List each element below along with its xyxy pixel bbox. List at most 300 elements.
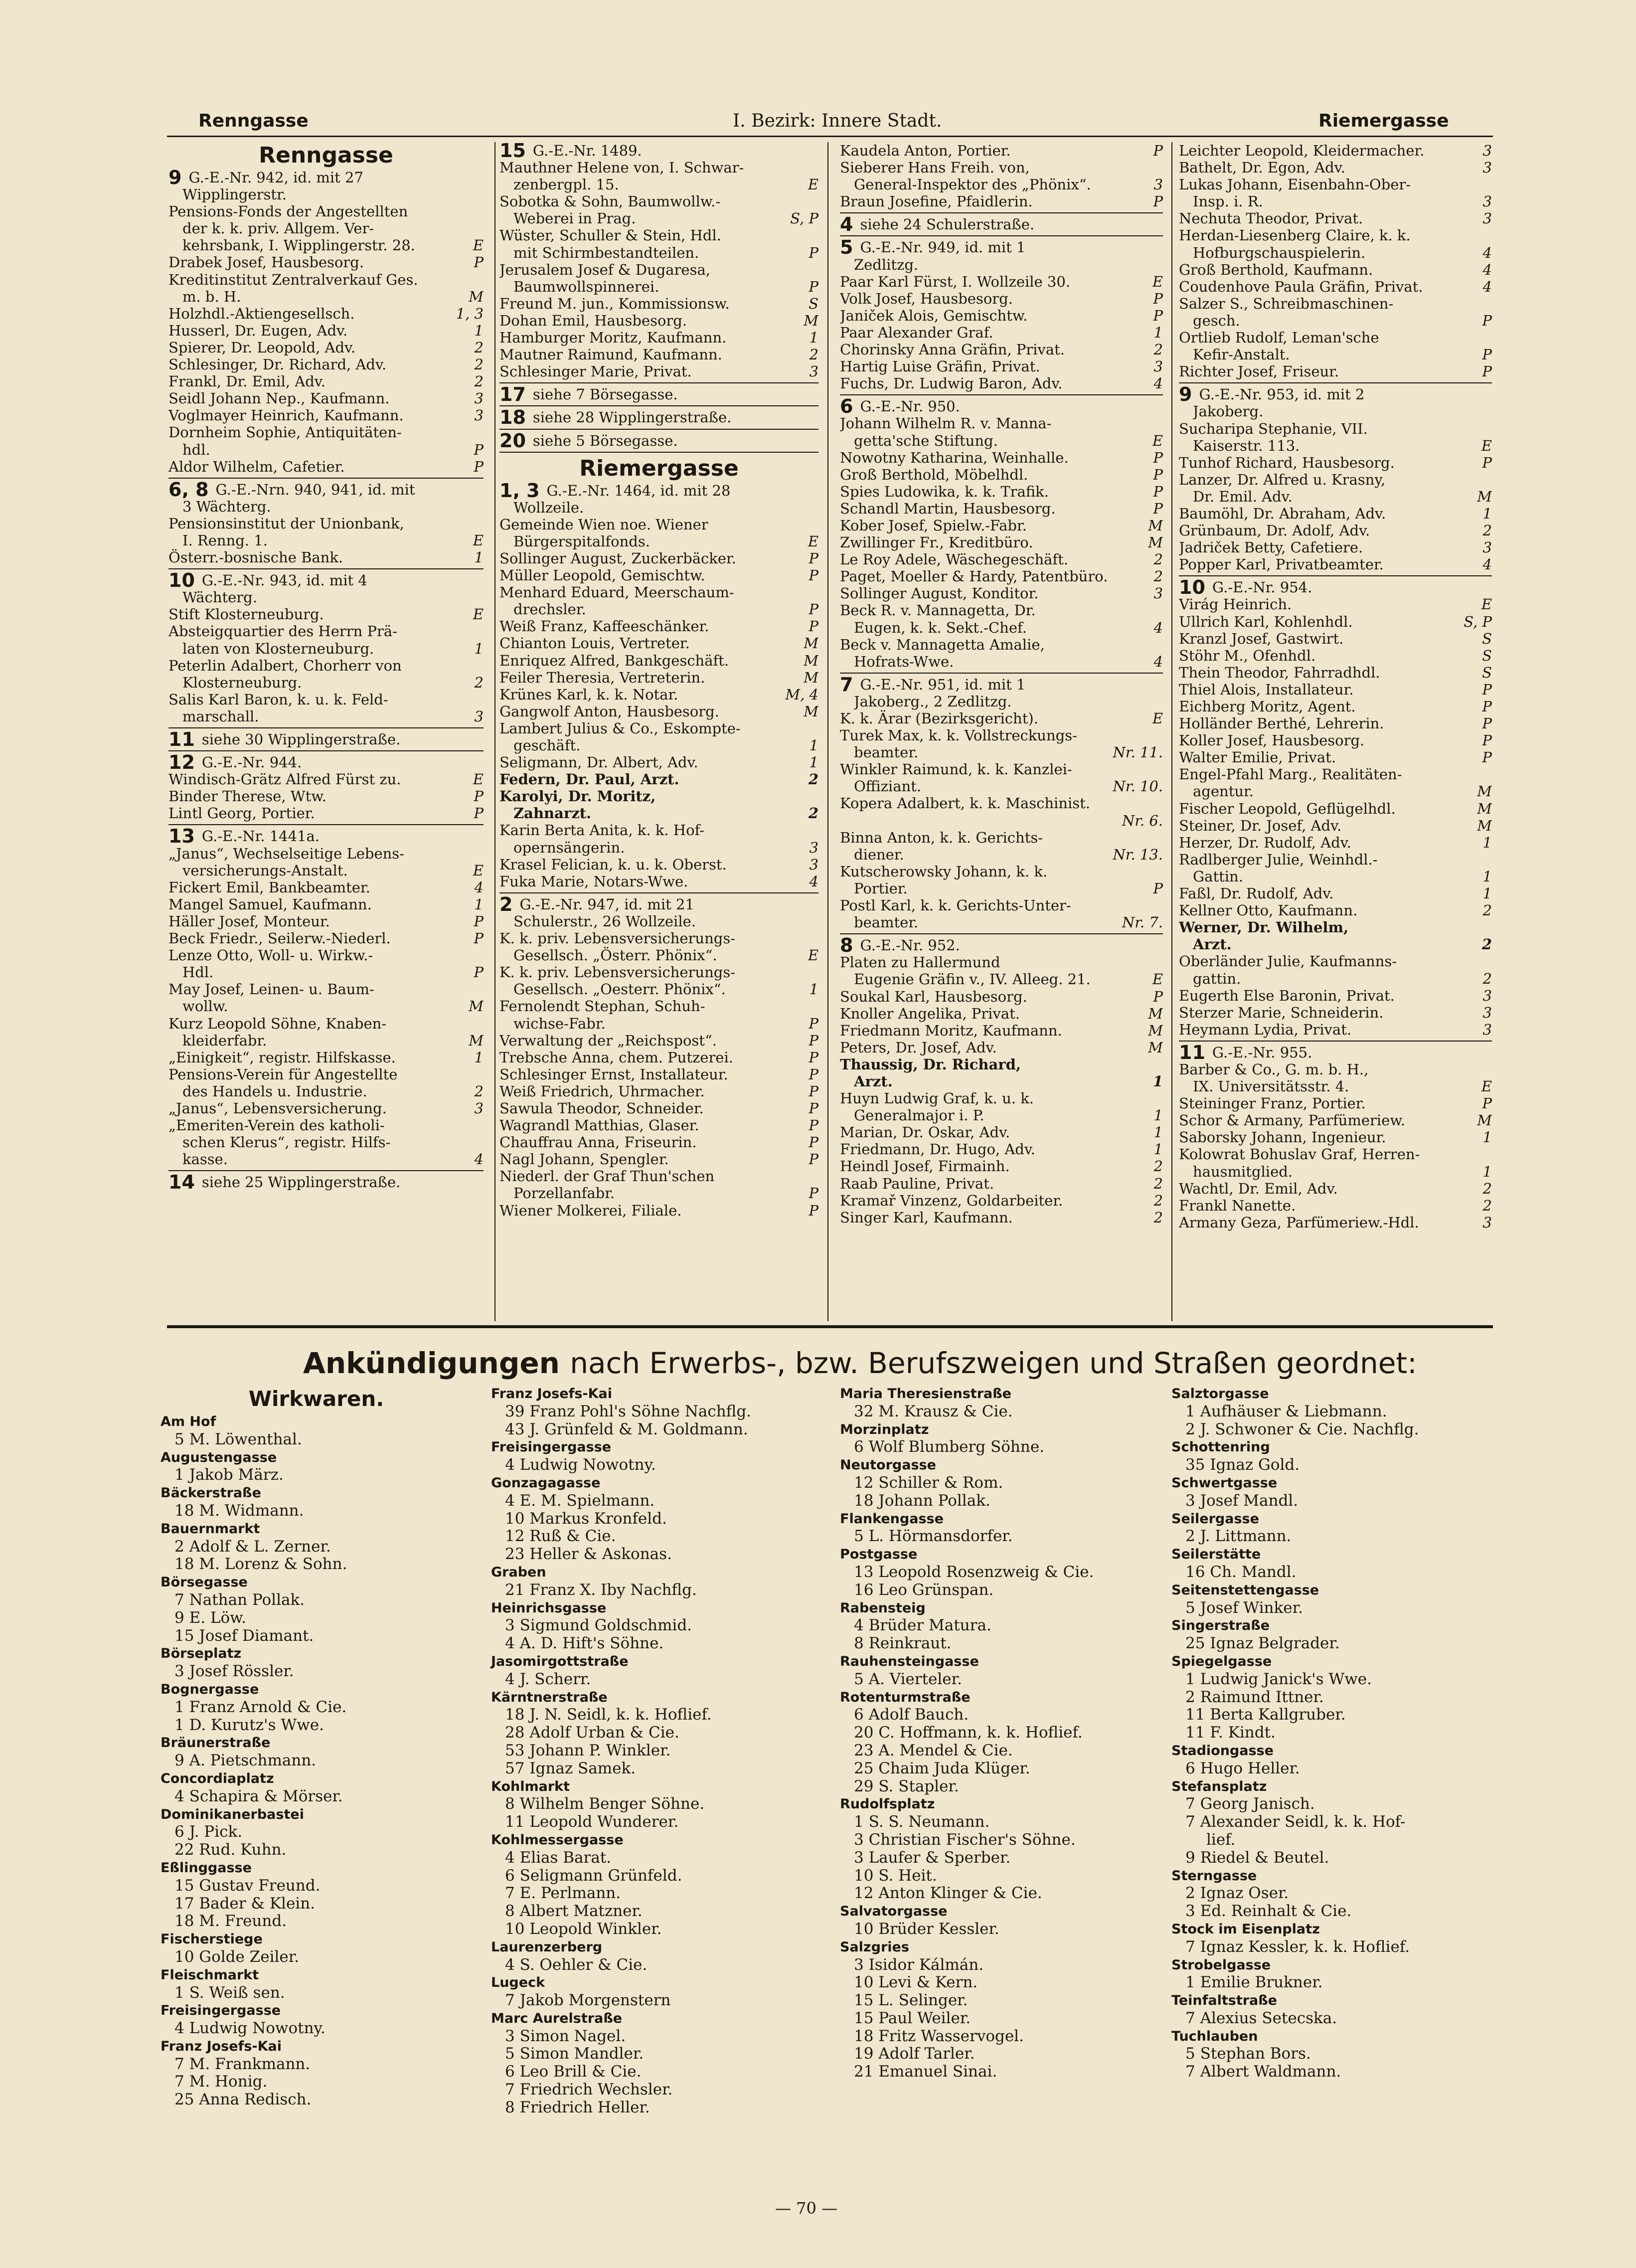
- advertiser-entry: 6 J. Pick.: [174, 1823, 243, 1841]
- entry-text: Kefir-Anstalt.: [1193, 346, 1290, 363]
- floor-code: P: [474, 254, 484, 271]
- resident-entry: [840, 914, 1163, 931]
- entry-divider: [168, 568, 484, 569]
- resident-entry: [1179, 505, 1492, 522]
- floor-code: 3: [1482, 1021, 1492, 1038]
- resident-entry: [840, 744, 1163, 761]
- entry-text: Coudenhove Paula Gräfin, Privat.: [1179, 278, 1423, 295]
- advertiser-entry: 15 L. Selinger.: [854, 1991, 968, 2010]
- entry-text: Eugen, k. k. Sekt.-Chef.: [854, 619, 1027, 636]
- resident-entry: [840, 585, 1163, 602]
- resident-entry: [840, 829, 1163, 846]
- floor-code: 1: [1482, 885, 1492, 902]
- advertiser-entry: 18 M. Freund.: [174, 1912, 287, 1930]
- floor-code: E: [473, 771, 484, 788]
- house-number: 1, 3: [499, 482, 540, 499]
- street-name: Augustengasse: [161, 1449, 277, 1465]
- resident-entry: [499, 244, 818, 261]
- entry-text: Sieberer Hans Freih. von,: [840, 159, 1030, 176]
- resident-entry: [840, 1175, 1163, 1192]
- entry-text: K. k. priv. Lebensversicherungs-: [499, 964, 736, 981]
- resident-entry: [168, 1066, 484, 1083]
- header-right: Riemergasse: [1318, 111, 1449, 131]
- advertiser-entry: 12 Anton Klinger & Cie.: [854, 1884, 1042, 1903]
- floor-code: P: [1153, 879, 1163, 897]
- resident-entry: [840, 534, 1163, 551]
- advertiser-entry: 6 Leo Brill & Cie.: [505, 2063, 642, 2081]
- resident-entry: [168, 1015, 484, 1032]
- entry-text: Verwaltung der „Reichspost“.: [499, 1032, 717, 1049]
- advertiser-entry: 25 Chaim Juda Klüger.: [854, 1759, 1030, 1777]
- resident-entry: [168, 441, 484, 458]
- street-name: Stefansplatz: [1171, 1778, 1267, 1794]
- entry-text: Chianton Louis, Vertreter.: [499, 635, 690, 652]
- entry-text: K. k. Ärar (Bezirksgericht).: [840, 710, 1038, 727]
- resident-entry: [840, 812, 1163, 829]
- floor-code: E: [1152, 273, 1163, 290]
- page-number: — 70 —: [775, 2199, 838, 2218]
- floor-code: 4: [809, 872, 818, 890]
- resident-entry: [840, 795, 1163, 812]
- floor-code: 2: [1153, 1175, 1163, 1192]
- street-name: Maria Theresienstraße: [840, 1386, 1011, 1401]
- floor-code: M: [1477, 1112, 1492, 1129]
- resident-entry: [499, 227, 818, 244]
- house-number: 17: [499, 386, 526, 403]
- resident-entry: [499, 516, 818, 533]
- resident-entry: [499, 550, 818, 567]
- entry-text: Federn, Dr. Paul, Arzt.: [499, 771, 679, 788]
- floor-code: M: [469, 1032, 484, 1049]
- advertiser-entry: 3 Isidor Kálmán.: [854, 1955, 984, 1974]
- resident-entry: [499, 533, 818, 550]
- floor-code: P: [809, 1082, 818, 1100]
- house-number-entry: [168, 731, 484, 748]
- resident-entry: [1179, 159, 1492, 176]
- entry-text: Jadriček Betty, Cafetiere.: [1179, 539, 1363, 556]
- entry-text: G.-E.-Nr. 954.: [1212, 579, 1312, 596]
- floor-code: P: [1153, 290, 1163, 307]
- entry-text: Insp. i. R.: [1193, 193, 1263, 210]
- floor-code: 2: [1481, 936, 1492, 953]
- resident-entry: [499, 1066, 818, 1083]
- entry-text: Karolyi, Dr. Moritz,: [499, 788, 656, 805]
- entry-text: siehe 24 Schulerstraße.: [860, 216, 1035, 233]
- entry-text: Postl Karl, k. k. Gerichts-Unter-: [840, 897, 1071, 914]
- resident-entry: [840, 1209, 1163, 1226]
- floor-code: M: [1477, 783, 1492, 800]
- entry-text: Windisch-Grätz Alfred Fürst zu.: [168, 771, 401, 788]
- floor-code: 2: [1153, 341, 1163, 358]
- entry-text: Bathelt, Dr. Egon, Adv.: [1179, 159, 1345, 176]
- floor-code: P: [1153, 466, 1163, 483]
- floor-code: 2: [1482, 902, 1492, 919]
- resident-entry: [499, 635, 818, 652]
- entry-text: Peters, Dr. Josef, Adv.: [840, 1039, 997, 1056]
- street-name: Salzgries: [840, 1939, 909, 1955]
- entry-text: Krünes Karl, k. k. Notar.: [499, 686, 678, 703]
- resident-entry: [168, 498, 484, 515]
- entry-divider: [168, 478, 484, 479]
- floor-code: E: [473, 237, 484, 254]
- advertiser-entry: 2 Adolf & L. Zerner.: [174, 1537, 331, 1556]
- floor-code: S: [1482, 664, 1492, 681]
- resident-entry: [1179, 210, 1492, 227]
- resident-entry: [840, 653, 1163, 670]
- entry-text: Beck R. v. Mannagetta, Dr.: [840, 602, 1036, 619]
- entry-text: hausmitglied.: [1193, 1163, 1293, 1180]
- advertiser-entry: 3 Laufer & Sperber.: [854, 1848, 1011, 1867]
- entry-text: Wachtl, Dr. Emil, Adv.: [1179, 1180, 1338, 1197]
- entry-text: Schandl Martin, Hausbesorg.: [840, 500, 1056, 517]
- resident-entry: [1179, 363, 1492, 380]
- advertiser-entry: 39 Franz Pohl's Söhne Nachflg.: [505, 1402, 752, 1420]
- resident-entry: [499, 295, 818, 312]
- street-name: Freisingergasse: [491, 1439, 612, 1455]
- column-divider: [1171, 142, 1172, 1321]
- resident-entry: [1179, 1061, 1492, 1078]
- entry-text: Absteigquartier des Herrn Prä-: [168, 623, 397, 640]
- floor-code: 2: [474, 373, 484, 390]
- floor-code: 1, 3: [456, 305, 484, 322]
- entry-text: siehe 5 Börsegasse.: [532, 432, 678, 449]
- floor-code: 2: [474, 356, 484, 373]
- entry-text: Mauthner Helene von, I. Schwar-: [499, 159, 744, 176]
- resident-entry: [1179, 227, 1492, 244]
- resident-entry: [840, 1073, 1163, 1090]
- resident-entry: [1179, 970, 1492, 987]
- entry-text: Sollinger August, Konditor.: [840, 585, 1039, 602]
- entry-text: Knoller Angelika, Privat.: [840, 1005, 1020, 1022]
- resident-entry: [840, 863, 1163, 880]
- entry-text: Mautner Raimund, Kaufmann.: [499, 346, 722, 363]
- street-name: Lugeck: [491, 1975, 545, 1991]
- resident-entry: [499, 754, 818, 771]
- entry-text: Arzt.: [854, 1072, 893, 1090]
- resident-entry: [168, 186, 484, 203]
- floor-code: S, P: [790, 210, 818, 227]
- resident-entry: [1179, 346, 1492, 363]
- advertiser-entry: 3 Christian Fischer's Söhne.: [854, 1830, 1076, 1849]
- advertiser-entry: 10 Markus Kronfeld.: [505, 1509, 667, 1528]
- floor-code: M: [469, 288, 484, 305]
- entry-text: Friedmann Moritz, Kaufmann.: [840, 1022, 1062, 1039]
- entry-text: G.-E.-Nr. 955.: [1212, 1044, 1312, 1061]
- entry-text: Drabek Josef, Hausbesorg.: [168, 254, 364, 271]
- entry-text: Sucharipa Stephanie, VII.: [1179, 420, 1368, 437]
- resident-entry: [499, 720, 818, 737]
- floor-code: 1: [474, 549, 484, 566]
- entry-text: hdl.: [182, 441, 210, 458]
- floor-code: 1: [1153, 1141, 1163, 1158]
- street-name: Salztorgasse: [1171, 1386, 1269, 1401]
- resident-entry: [840, 256, 1163, 273]
- floor-code: 2: [1153, 1158, 1163, 1175]
- house-number-entry: [840, 398, 1163, 415]
- resident-entry: [168, 407, 484, 424]
- entry-text: Schlesinger Marie, Privat.: [499, 363, 692, 380]
- entry-text: Kreditinstitut Zentralverkauf Ges.: [168, 271, 418, 288]
- floor-code: P: [809, 1202, 818, 1219]
- house-number-entry: [840, 937, 1163, 954]
- street-name: Jasomirgottstraße: [491, 1653, 629, 1669]
- entry-text: Baumöhl, Dr. Abraham, Adv.: [1179, 505, 1386, 522]
- street-name: Laurenzerberg: [491, 1939, 603, 1955]
- resident-entry: [168, 305, 484, 322]
- entry-text: kasse.: [182, 1151, 228, 1168]
- floor-code: 1: [1153, 1124, 1163, 1141]
- resident-entry: [1179, 664, 1492, 681]
- floor-code: P: [809, 1117, 818, 1134]
- resident-entry: [168, 373, 484, 390]
- floor-code: P: [809, 567, 818, 584]
- advertiser-entry: 16 Leo Grünspan.: [854, 1580, 994, 1599]
- floor-code: 3: [809, 856, 818, 873]
- entry-text: Groß Berthold, Kaufmann.: [1179, 261, 1373, 278]
- entry-text: G.-E.-Nr. 952.: [860, 937, 960, 954]
- entry-text: Klosterneuburg.: [182, 674, 302, 691]
- resident-entry: [168, 674, 484, 691]
- entry-text: beamter.: [854, 744, 919, 761]
- floor-code: 1: [809, 329, 818, 347]
- house-number: 7: [840, 676, 853, 693]
- floor-code: E: [473, 862, 484, 879]
- floor-code: E: [1481, 1078, 1492, 1095]
- entry-text: gesch.: [1193, 312, 1240, 329]
- advertiser-entry: 28 Adolf Urban & Cie.: [505, 1724, 679, 1742]
- house-number-entry: [499, 432, 818, 449]
- floor-code: 1: [474, 322, 484, 339]
- street-name: Seilerstätte: [1171, 1547, 1261, 1563]
- entry-text: K. k. priv. Lebensversicherungs-: [499, 930, 736, 947]
- street-name: Eßlinggasse: [161, 1860, 252, 1876]
- resident-entry: [168, 947, 484, 964]
- resident-entry: [499, 805, 818, 822]
- floor-code: 2: [1153, 1192, 1163, 1209]
- advertiser-entry: 3 Simon Nagel.: [505, 2027, 626, 2045]
- advertiser-entry: 23 A. Mendel & Cie.: [854, 1741, 1013, 1759]
- resident-entry: [840, 307, 1163, 324]
- resident-entry: [499, 669, 818, 686]
- floor-code: P: [809, 601, 818, 618]
- street-name: Bauernmarkt: [161, 1521, 260, 1537]
- resident-entry: [1179, 868, 1492, 885]
- entry-text: Weiß Friedrich, Uhrmacher.: [499, 1082, 705, 1100]
- entry-text: Feiler Theresia, Vertreterin.: [499, 669, 705, 686]
- resident-entry: [168, 356, 484, 373]
- entry-text: Niederl. der Graf Thun'schen: [499, 1168, 715, 1185]
- floor-code: Nr. 11.: [1113, 744, 1163, 761]
- resident-entry: [840, 273, 1163, 290]
- resident-entry: [840, 466, 1163, 483]
- floor-code: P: [1153, 142, 1163, 159]
- floor-code: 3: [1482, 159, 1492, 176]
- resident-entry: [499, 159, 818, 176]
- resident-entry: [499, 822, 818, 839]
- entry-text: Porzellanfabr.: [513, 1185, 615, 1202]
- entry-text: Kramař Vinzenz, Goldarbeiter.: [840, 1192, 1063, 1209]
- entry-text: diener.: [854, 846, 904, 863]
- entry-text: Bürgerspitalfonds.: [513, 532, 650, 550]
- advertiser-entry: 29 S. Stapler.: [854, 1777, 959, 1795]
- entry-text: Herdan-Liesenberg Claire, k. k.: [1179, 227, 1411, 244]
- entry-text: Zedlitzg.: [854, 256, 919, 273]
- house-number: 8: [840, 937, 853, 954]
- entry-divider: [1179, 1041, 1492, 1042]
- entry-divider: [840, 212, 1163, 213]
- resident-entry: [168, 515, 484, 532]
- entry-text: Gesellsch. „Oesterr. Phönix“.: [513, 981, 726, 998]
- entry-text: Gesellsch. „Österr. Phönix“.: [513, 947, 717, 964]
- house-number: 12: [168, 754, 195, 771]
- street-name: Salvatorgasse: [840, 1904, 948, 1919]
- house-number-entry: [168, 828, 484, 845]
- floor-code: P: [1482, 454, 1492, 471]
- entry-text: Fickert Emil, Bankbeamter.: [168, 878, 370, 896]
- floor-code: P: [1482, 698, 1492, 715]
- resident-entry: [168, 657, 484, 674]
- resident-entry: [499, 1032, 818, 1049]
- street-name: Kohlmarkt: [491, 1778, 570, 1794]
- advertiser-entry: 18 M. Widmann.: [174, 1501, 304, 1520]
- street-name: Stock im Eisenplatz: [1171, 1921, 1320, 1937]
- resident-entry: [168, 1049, 484, 1066]
- floor-code: 2: [1153, 1209, 1163, 1226]
- entry-text: Popper Karl, Privatbeamter.: [1179, 556, 1384, 573]
- resident-entry: [499, 1151, 818, 1168]
- entry-text: Gangwolf Anton, Hausbesorg.: [499, 702, 719, 720]
- floor-code: M: [1477, 800, 1492, 817]
- resident-entry: [1179, 1214, 1492, 1231]
- resident-entry: [168, 805, 484, 822]
- resident-entry: [1179, 936, 1492, 953]
- house-number-entry: [1179, 1044, 1492, 1061]
- floor-code: P: [809, 1065, 818, 1083]
- advertiser-entry: 7 Nathan Pollak.: [174, 1590, 305, 1609]
- advertiser-entry: 17 Bader & Klein.: [174, 1894, 316, 1913]
- category-title: Wirkwaren.: [248, 1387, 384, 1411]
- resident-entry: [499, 839, 818, 856]
- advertiser-entry: 19 Adolf Tarler.: [854, 2045, 975, 2063]
- resident-entry: [499, 998, 818, 1015]
- resident-entry: [1179, 261, 1492, 278]
- entry-text: siehe 30 Wipplingerstraße.: [201, 731, 401, 748]
- resident-entry: [499, 947, 818, 964]
- street-name: Spiegelgasse: [1171, 1653, 1272, 1669]
- resident-entry: [499, 913, 818, 930]
- entry-divider: [168, 824, 484, 825]
- resident-entry: [1179, 902, 1492, 919]
- advertiser-entry: 2 Raimund Ittner.: [1185, 1688, 1324, 1706]
- house-number: 20: [499, 432, 526, 449]
- floor-code: 2: [1153, 568, 1163, 585]
- announcements-column-4: [1171, 1385, 1490, 2081]
- resident-entry: [1179, 817, 1492, 834]
- resident-entry: [840, 1039, 1163, 1056]
- advertiser-entry: 6 Seligmann Grünfeld.: [505, 1866, 682, 1885]
- floor-code: E: [1152, 432, 1163, 449]
- resident-entry: [1179, 142, 1492, 159]
- entry-text: Fuka Marie, Notars-Wwe.: [499, 872, 688, 890]
- advertiser-entry: 3 Sigmund Goldschmid.: [505, 1616, 692, 1635]
- floor-code: M: [1148, 517, 1163, 534]
- entry-divider: [1179, 382, 1492, 383]
- street-name: Schwertgasse: [1171, 1475, 1278, 1491]
- entry-text: Karin Berta Anita, k. k. Hof-: [499, 822, 705, 839]
- entry-text: Binder Therese, Wtw.: [168, 788, 327, 805]
- resident-entry: [840, 602, 1163, 619]
- floor-code: E: [1481, 437, 1492, 454]
- entry-text: Barber & Co., G. m. b. H.,: [1179, 1060, 1369, 1078]
- floor-code: M: [1148, 1005, 1163, 1022]
- entry-text: Eichberg Moritz, Agent.: [1179, 698, 1356, 715]
- entry-text: Weiß Franz, Kaffeeschänker.: [499, 618, 709, 635]
- entry-text: Janiček Alois, Gemischtw.: [840, 307, 1028, 324]
- entry-divider: [168, 750, 484, 751]
- resident-entry: [840, 693, 1163, 710]
- resident-entry: [840, 1056, 1163, 1073]
- advertiser-entry: 9 A. Pietschmann.: [174, 1751, 317, 1770]
- entry-text: Marian, Dr. Oskar, Adv.: [840, 1124, 1010, 1141]
- entry-text: Generalmajor i. P.: [854, 1107, 984, 1124]
- entry-text: Fuchs, Dr. Ludwig Baron, Adv.: [840, 375, 1063, 392]
- resident-entry: [168, 1032, 484, 1049]
- entry-divider: [840, 235, 1163, 236]
- entry-text: Huyn Ludwig Graf, k. u. k.: [840, 1090, 1034, 1107]
- floor-code: 4: [1482, 261, 1492, 278]
- resident-entry: [840, 988, 1163, 1005]
- resident-entry: [499, 1049, 818, 1066]
- advertiser-entry: 32 M. Krausz & Cie.: [854, 1402, 1013, 1420]
- resident-entry: [168, 549, 484, 566]
- house-number-entry: [840, 676, 1163, 693]
- entry-text: Beck v. Mannagetta Amalie,: [840, 636, 1045, 653]
- floor-code: 3: [474, 407, 484, 424]
- advertiser-entry: 8 Wilhelm Benger Söhne.: [505, 1795, 705, 1813]
- resident-entry: [499, 499, 818, 516]
- entry-text: Ortlieb Rudolf, Leman'sche: [1179, 329, 1379, 347]
- entry-text: Mangel Samuel, Kaufmann.: [168, 895, 372, 913]
- street-name: Strobelgasse: [1171, 1957, 1271, 1973]
- entry-text: Thaussig, Dr. Richard,: [840, 1055, 1021, 1073]
- street-name: Rudolfsplatz: [840, 1796, 935, 1812]
- resident-entry: [1179, 1078, 1492, 1095]
- entry-text: G.-E.-Nr. 1441a.: [201, 828, 320, 845]
- resident-entry: [840, 954, 1163, 971]
- resident-entry: [499, 312, 818, 329]
- resident-entry: [168, 532, 484, 549]
- entry-text: Wagrandl Matthias, Glaser.: [499, 1117, 699, 1134]
- entry-text: Jakoberg.: [1193, 403, 1264, 420]
- entry-text: Müller Leopold, Gemischtw.: [499, 567, 705, 584]
- resident-entry: [1179, 454, 1492, 471]
- floor-code: P: [809, 1134, 818, 1151]
- house-number: 11: [168, 731, 195, 748]
- resident-entry: [1179, 681, 1492, 698]
- floor-code: 3: [1482, 210, 1492, 227]
- floor-code: Nr. 7.: [1122, 914, 1163, 931]
- advertiser-entry: 21 Emanuel Sinai.: [854, 2063, 997, 2081]
- entry-text: siehe 25 Wipplingerstraße.: [201, 1174, 401, 1191]
- advertiser-entry: 16 Ch. Mandl.: [1185, 1563, 1297, 1581]
- floor-code: P: [1482, 749, 1492, 766]
- floor-code: 3: [1482, 987, 1492, 1004]
- entry-text: des Handels u. Industrie.: [182, 1082, 367, 1100]
- advertiser-entry: 5 L. Hörmansdorfer.: [854, 1527, 1013, 1546]
- resident-entry: [1179, 1197, 1492, 1214]
- floor-code: 1: [474, 895, 484, 913]
- floor-code: 1: [1482, 505, 1492, 522]
